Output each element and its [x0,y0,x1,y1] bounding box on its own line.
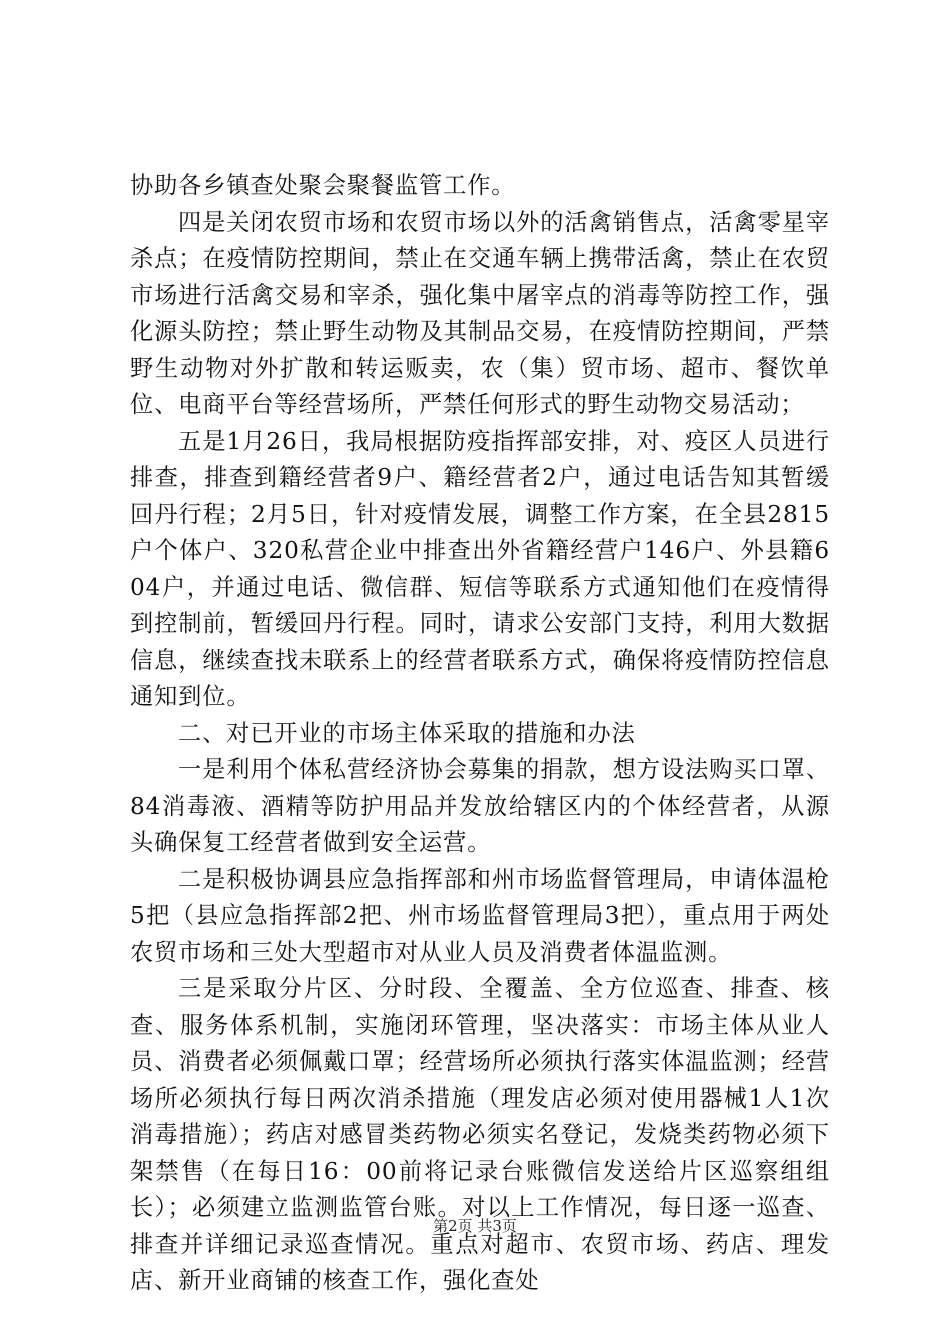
paragraph-6: 二是积极协调县应急指挥部和州市场监督管理局，申请体温枪5把（县应急指挥部2把、州市场监督管理局3把），重点用于两处农贸市场和三处大型超市对从业人员及消费者体温监测。 [130,865,830,966]
paragraph-5: 一是利用个体私营经济协会募集的捐款，想方设法购买口罩、84消毒液、酒精等防护用品并发放给辖区内的个体经营者，从源头确保复工经营者做到安全运营。 [130,756,830,856]
paragraph-1: 协助各乡镇查处聚会聚餐监管工作。 [130,172,516,199]
paragraph-2: 四是关闭农贸市场和农贸市场以外的活禽销售点，活禽零星宰杀点；在疫情防控期间，禁止在交通车辆上携带活禽，禁止在农贸市场进行活禽交易和宰杀，强化集中屠宰点的消毒等防控工作，强化源头防控；禁止野生动物及其制品交易，在疫情防控期间，严禁野生动物对外扩散和转运贩卖，农（集）贸市场、超市、餐饮单位、电商平台等经营场所，严禁任何形式的野生动物交易活动； [130,208,830,418]
paragraph-7: 三是采取分片区、分时段、全覆盖、全方位巡查、排查、核查、服务体系机制，实施闭环管理，坚决落实：市场主体从业人员、消费者必须佩戴口罩；经营场所必须执行落实体温监测；经营场所必须执行每日两次消杀措施（理发店必须对使用器械1人1次消毒措施）；药店对感冒类药物必须实名登记，发烧类药物必须下架禁售（在每日16：00前将记录台账微信发送给片区巡察组组长）；必须建立监测监管台账。对以上工作情况，每日逐一巡查、排查并详细记录巡查情况。重点对超市、农贸市场、药店、理发店、新开业商铺的核查工作，强化查处 [130,975,830,1294]
page-number-footer: 第2页 共3页 [433,1217,517,1235]
paragraph-3: 五是1月26日，我局根据防疫指挥部安排，对、疫区人员进行排查，排查到籍经营者9户、籍经营者2户，通过电话告知其暂缓回丹行程；2月5日，针对疫情发展，调整工作方案，在全县2815户个体户、320私营企业中排查出外省籍经营户146户、外县籍604户，并通过电话、微信群、短信等联系方式通知他们在疫情得到控制前，暂缓回丹行程。同时，请求公安部门支持，利用大数据信息，继续查找未联系上的经营者联系方式，确保将疫情防控信息通知到位。 [130,427,830,710]
section-heading: 二、对已开业的市场主体采取的措施和办法 [178,719,636,747]
document-body [130,168,830,1300]
